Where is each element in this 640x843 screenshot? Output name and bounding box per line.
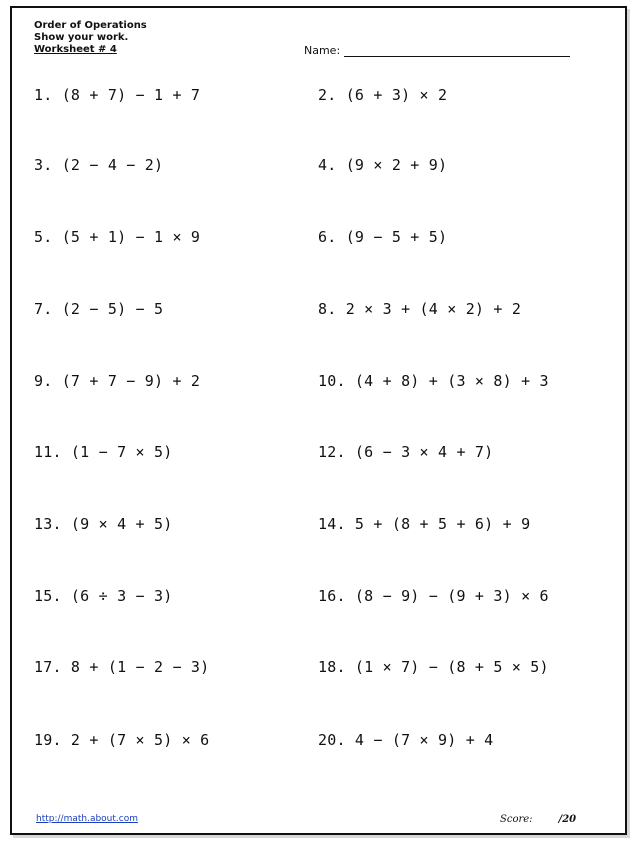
problem-13: 13. (9 × 4 + 5): [34, 515, 173, 533]
problem-6: 6. (9 − 5 + 5): [318, 228, 448, 246]
name-blank-line[interactable]: [344, 45, 570, 57]
problem-3: 3. (2 − 4 − 2): [34, 156, 164, 174]
problem-20: 20. 4 − (7 × 9) + 4: [318, 731, 494, 749]
header-worksheet-number: Worksheet # 4: [34, 44, 117, 55]
name-field: [304, 44, 570, 57]
score-label: Score:: [500, 814, 533, 825]
header-title: Order of Operations: [34, 20, 147, 31]
problem-9: 9. (7 + 7 − 9) + 2: [34, 372, 201, 390]
problem-2: 2. (6 + 3) × 2: [318, 86, 448, 104]
problem-16: 16. (8 − 9) − (9 + 3) × 6: [318, 587, 549, 605]
problem-7: 7. (2 − 5) − 5: [34, 300, 164, 318]
score-field: [500, 814, 576, 825]
problem-15: 15. (6 ÷ 3 − 3): [34, 587, 173, 605]
worksheet-page: [10, 6, 627, 835]
problem-1: 1. (8 + 7) − 1 + 7: [34, 86, 201, 104]
header-instructions: Show your work.: [34, 32, 129, 43]
problem-5: 5. (5 + 1) − 1 × 9: [34, 228, 201, 246]
score-total: /20: [558, 814, 577, 825]
name-label: Name:: [304, 44, 341, 57]
problem-8: 8. 2 × 3 + (4 × 2) + 2: [318, 300, 522, 318]
source-link[interactable]: http://math.about.com: [36, 814, 138, 824]
problem-10: 10. (4 + 8) + (3 × 8) + 3: [318, 372, 549, 390]
problem-19: 19. 2 + (7 × 5) × 6: [34, 731, 210, 749]
problem-11: 11. (1 − 7 × 5): [34, 443, 173, 461]
problem-17: 17. 8 + (1 − 2 − 3): [34, 658, 210, 676]
worksheet-header: [34, 20, 147, 56]
problem-4: 4. (9 × 2 + 9): [318, 156, 448, 174]
problem-14: 14. 5 + (8 + 5 + 6) + 9: [318, 515, 531, 533]
problem-18: 18. (1 × 7) − (8 + 5 × 5): [318, 658, 549, 676]
problem-12: 12. (6 − 3 × 4 + 7): [318, 443, 494, 461]
